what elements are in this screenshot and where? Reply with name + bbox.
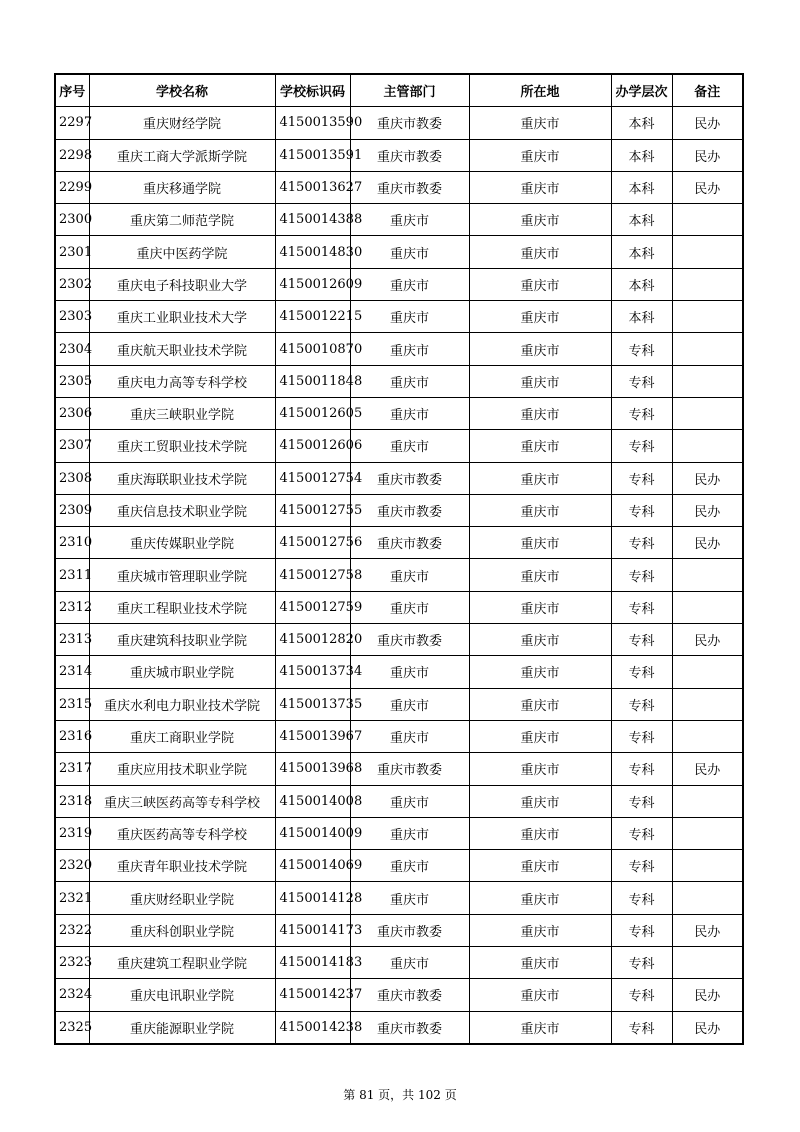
location-cell: 重庆市: [469, 850, 611, 882]
school-name-cell: 重庆财经职业学院: [89, 882, 275, 914]
location-cell: 重庆市: [469, 236, 611, 268]
school-code-cell: 4150012609: [275, 268, 350, 300]
school-name-cell: 重庆航天职业技术学院: [89, 333, 275, 365]
page-footer: 第 81 页，共 102 页: [343, 1088, 457, 1102]
location-cell: 重庆市: [469, 979, 611, 1011]
school-name-cell: 重庆科创职业学院: [89, 914, 275, 946]
authority-cell: 重庆市教委: [350, 139, 469, 171]
school-code-cell: 4150014238: [275, 1011, 350, 1044]
remarks-cell: [672, 333, 743, 365]
serial-cell: 2324: [55, 979, 89, 1011]
school-code-cell: 4150013627: [275, 171, 350, 203]
school-code-cell: 4150012755: [275, 494, 350, 526]
authority-cell: 重庆市: [350, 688, 469, 720]
location-cell: 重庆市: [469, 656, 611, 688]
serial-cell: 2319: [55, 817, 89, 849]
remarks-cell: [672, 817, 743, 849]
level-cell: 本科: [611, 107, 672, 139]
table-row: [55, 397, 743, 429]
table-row: [55, 753, 743, 785]
school-code-cell: 4150012754: [275, 462, 350, 494]
serial-cell: 2325: [55, 1011, 89, 1044]
location-cell: 重庆市: [469, 171, 611, 203]
school-name-cell: 重庆三峡医药高等专科学校: [89, 785, 275, 817]
location-cell: 重庆市: [469, 430, 611, 462]
location-cell: 重庆市: [469, 301, 611, 333]
location-cell: 重庆市: [469, 333, 611, 365]
level-cell: 专科: [611, 979, 672, 1011]
authority-cell: 重庆市: [350, 301, 469, 333]
school-name-cell: 重庆工程职业技术学院: [89, 591, 275, 623]
level-cell: 专科: [611, 656, 672, 688]
header-serial: 序号: [55, 74, 89, 107]
remarks-cell: [672, 204, 743, 236]
serial-cell: 2297: [55, 107, 89, 139]
level-cell: 专科: [611, 591, 672, 623]
remarks-cell: 民办: [672, 494, 743, 526]
school-code-cell: 4150013967: [275, 720, 350, 752]
serial-cell: 2315: [55, 688, 89, 720]
table-row: [55, 947, 743, 979]
location-cell: 重庆市: [469, 720, 611, 752]
school-list-table: [54, 73, 744, 1045]
table-row: [55, 720, 743, 752]
table-row: [55, 107, 743, 139]
level-cell: 专科: [611, 882, 672, 914]
school-name-cell: 重庆城市管理职业学院: [89, 559, 275, 591]
location-cell: 重庆市: [469, 753, 611, 785]
location-cell: 重庆市: [469, 462, 611, 494]
location-cell: 重庆市: [469, 947, 611, 979]
table-row: [55, 817, 743, 849]
school-code-cell: 4150014237: [275, 979, 350, 1011]
school-name-cell: 重庆中医药学院: [89, 236, 275, 268]
authority-cell: 重庆市: [350, 947, 469, 979]
school-code-cell: 4150012758: [275, 559, 350, 591]
level-cell: 专科: [611, 720, 672, 752]
school-code-cell: 4150012820: [275, 624, 350, 656]
authority-cell: 重庆市教委: [350, 527, 469, 559]
school-code-cell: 4150012759: [275, 591, 350, 623]
serial-cell: 2298: [55, 139, 89, 171]
serial-cell: 2305: [55, 365, 89, 397]
level-cell: 专科: [611, 753, 672, 785]
remarks-cell: [672, 268, 743, 300]
authority-cell: 重庆市: [350, 397, 469, 429]
authority-cell: 重庆市教委: [350, 624, 469, 656]
table-row: [55, 268, 743, 300]
location-cell: 重庆市: [469, 591, 611, 623]
remarks-cell: 民办: [672, 753, 743, 785]
school-name-cell: 重庆海联职业技术学院: [89, 462, 275, 494]
table-row: [55, 494, 743, 526]
table-row: [55, 591, 743, 623]
school-name-cell: 重庆电子科技职业大学: [89, 268, 275, 300]
authority-cell: 重庆市: [350, 785, 469, 817]
table-row: [55, 624, 743, 656]
table-row: [55, 688, 743, 720]
serial-cell: 2303: [55, 301, 89, 333]
serial-cell: 2321: [55, 882, 89, 914]
school-name-cell: 重庆第二师范学院: [89, 204, 275, 236]
school-code-cell: 4150013735: [275, 688, 350, 720]
authority-cell: 重庆市: [350, 720, 469, 752]
school-name-cell: 重庆医药高等专科学校: [89, 817, 275, 849]
level-cell: 本科: [611, 139, 672, 171]
authority-cell: 重庆市: [350, 817, 469, 849]
header-school-name: 学校名称: [89, 74, 275, 107]
remarks-cell: [672, 430, 743, 462]
location-cell: 重庆市: [469, 139, 611, 171]
table-row: [55, 430, 743, 462]
table-row: [55, 527, 743, 559]
table-row: [55, 462, 743, 494]
location-cell: 重庆市: [469, 785, 611, 817]
table-row: [55, 914, 743, 946]
school-name-cell: 重庆移通学院: [89, 171, 275, 203]
level-cell: 专科: [611, 494, 672, 526]
serial-cell: 2316: [55, 720, 89, 752]
authority-cell: 重庆市教委: [350, 171, 469, 203]
location-cell: 重庆市: [469, 688, 611, 720]
location-cell: 重庆市: [469, 107, 611, 139]
authority-cell: 重庆市: [350, 656, 469, 688]
school-name-cell: 重庆电讯职业学院: [89, 979, 275, 1011]
level-cell: 本科: [611, 268, 672, 300]
remarks-cell: [672, 365, 743, 397]
table-row: [55, 236, 743, 268]
serial-cell: 2300: [55, 204, 89, 236]
authority-cell: 重庆市教委: [350, 107, 469, 139]
level-cell: 专科: [611, 914, 672, 946]
location-cell: 重庆市: [469, 624, 611, 656]
serial-cell: 2313: [55, 624, 89, 656]
authority-cell: 重庆市教委: [350, 753, 469, 785]
remarks-cell: [672, 882, 743, 914]
serial-cell: 2302: [55, 268, 89, 300]
level-cell: 本科: [611, 171, 672, 203]
location-cell: 重庆市: [469, 365, 611, 397]
school-name-cell: 重庆青年职业技术学院: [89, 850, 275, 882]
remarks-cell: [672, 656, 743, 688]
school-code-cell: 4150014173: [275, 914, 350, 946]
authority-cell: 重庆市: [350, 204, 469, 236]
school-name-cell: 重庆水利电力职业技术学院: [89, 688, 275, 720]
school-code-cell: 4150012756: [275, 527, 350, 559]
authority-cell: 重庆市: [350, 365, 469, 397]
remarks-cell: 民办: [672, 1011, 743, 1044]
authority-cell: 重庆市: [350, 236, 469, 268]
school-code-cell: 4150014388: [275, 204, 350, 236]
header-location: 所在地: [469, 74, 611, 107]
school-name-cell: 重庆工贸职业技术学院: [89, 430, 275, 462]
serial-cell: 2318: [55, 785, 89, 817]
remarks-cell: [672, 236, 743, 268]
remarks-cell: [672, 559, 743, 591]
level-cell: 专科: [611, 688, 672, 720]
serial-cell: 2309: [55, 494, 89, 526]
header-authority: 主管部门: [350, 74, 469, 107]
location-cell: 重庆市: [469, 397, 611, 429]
school-code-cell: 4150012605: [275, 397, 350, 429]
remarks-cell: 民办: [672, 107, 743, 139]
serial-cell: 2322: [55, 914, 89, 946]
table-row: [55, 785, 743, 817]
table-row: [55, 979, 743, 1011]
school-code-cell: 4150013591: [275, 139, 350, 171]
level-cell: 专科: [611, 624, 672, 656]
school-name-cell: 重庆三峡职业学院: [89, 397, 275, 429]
authority-cell: 重庆市教委: [350, 462, 469, 494]
serial-cell: 2314: [55, 656, 89, 688]
serial-cell: 2317: [55, 753, 89, 785]
level-cell: 专科: [611, 397, 672, 429]
remarks-cell: [672, 301, 743, 333]
serial-cell: 2320: [55, 850, 89, 882]
school-name-cell: 重庆工商职业学院: [89, 720, 275, 752]
school-name-cell: 重庆城市职业学院: [89, 656, 275, 688]
authority-cell: 重庆市: [350, 559, 469, 591]
table-row: [55, 656, 743, 688]
school-code-cell: 4150014069: [275, 850, 350, 882]
school-code-cell: 4150012606: [275, 430, 350, 462]
school-name-cell: 重庆工业职业技术大学: [89, 301, 275, 333]
authority-cell: 重庆市教委: [350, 979, 469, 1011]
serial-cell: 2306: [55, 397, 89, 429]
school-code-cell: 4150010870: [275, 333, 350, 365]
table-row: [55, 171, 743, 203]
serial-cell: 2310: [55, 527, 89, 559]
table-row: [55, 301, 743, 333]
level-cell: 专科: [611, 527, 672, 559]
remarks-cell: 民办: [672, 527, 743, 559]
authority-cell: 重庆市教委: [350, 494, 469, 526]
level-cell: 专科: [611, 333, 672, 365]
level-cell: 专科: [611, 947, 672, 979]
location-cell: 重庆市: [469, 494, 611, 526]
serial-cell: 2307: [55, 430, 89, 462]
school-code-cell: 4150014830: [275, 236, 350, 268]
authority-cell: 重庆市: [350, 850, 469, 882]
school-name-cell: 重庆传媒职业学院: [89, 527, 275, 559]
remarks-cell: [672, 688, 743, 720]
table-row: [55, 139, 743, 171]
table-row: [55, 204, 743, 236]
school-code-cell: 4150013590: [275, 107, 350, 139]
serial-cell: 2301: [55, 236, 89, 268]
school-code-cell: 4150011848: [275, 365, 350, 397]
level-cell: 专科: [611, 365, 672, 397]
level-cell: 专科: [611, 817, 672, 849]
table-row: [55, 882, 743, 914]
level-cell: 本科: [611, 236, 672, 268]
remarks-cell: 民办: [672, 171, 743, 203]
school-code-cell: 4150012215: [275, 301, 350, 333]
header-remarks: 备注: [672, 74, 743, 107]
level-cell: 专科: [611, 1011, 672, 1044]
table-row: [55, 333, 743, 365]
remarks-cell: [672, 591, 743, 623]
table-body: [55, 107, 743, 1044]
authority-cell: 重庆市: [350, 268, 469, 300]
level-cell: 本科: [611, 204, 672, 236]
header-school-code: 学校标识码: [275, 74, 350, 107]
remarks-cell: [672, 947, 743, 979]
location-cell: 重庆市: [469, 268, 611, 300]
table-row: [55, 559, 743, 591]
remarks-cell: [672, 850, 743, 882]
serial-cell: 2323: [55, 947, 89, 979]
school-code-cell: 4150013968: [275, 753, 350, 785]
table-row: [55, 850, 743, 882]
location-cell: 重庆市: [469, 559, 611, 591]
remarks-cell: [672, 720, 743, 752]
authority-cell: 重庆市: [350, 591, 469, 623]
location-cell: 重庆市: [469, 204, 611, 236]
authority-cell: 重庆市: [350, 882, 469, 914]
school-name-cell: 重庆建筑工程职业学院: [89, 947, 275, 979]
school-code-cell: 4150014128: [275, 882, 350, 914]
table-header-row: [55, 74, 743, 107]
level-cell: 专科: [611, 785, 672, 817]
table-row: [55, 1011, 743, 1044]
location-cell: 重庆市: [469, 1011, 611, 1044]
level-cell: 专科: [611, 462, 672, 494]
authority-cell: 重庆市教委: [350, 914, 469, 946]
serial-cell: 2311: [55, 559, 89, 591]
school-name-cell: 重庆建筑科技职业学院: [89, 624, 275, 656]
remarks-cell: [672, 785, 743, 817]
header-level: 办学层次: [611, 74, 672, 107]
school-name-cell: 重庆财经学院: [89, 107, 275, 139]
school-code-cell: 4150014008: [275, 785, 350, 817]
authority-cell: 重庆市: [350, 333, 469, 365]
school-code-cell: 4150013734: [275, 656, 350, 688]
serial-cell: 2304: [55, 333, 89, 365]
school-name-cell: 重庆应用技术职业学院: [89, 753, 275, 785]
table-row: [55, 365, 743, 397]
level-cell: 本科: [611, 301, 672, 333]
location-cell: 重庆市: [469, 882, 611, 914]
location-cell: 重庆市: [469, 914, 611, 946]
school-name-cell: 重庆工商大学派斯学院: [89, 139, 275, 171]
level-cell: 专科: [611, 559, 672, 591]
school-name-cell: 重庆电力高等专科学校: [89, 365, 275, 397]
school-name-cell: 重庆信息技术职业学院: [89, 494, 275, 526]
serial-cell: 2312: [55, 591, 89, 623]
authority-cell: 重庆市: [350, 430, 469, 462]
level-cell: 专科: [611, 430, 672, 462]
remarks-cell: 民办: [672, 914, 743, 946]
remarks-cell: 民办: [672, 462, 743, 494]
location-cell: 重庆市: [469, 817, 611, 849]
school-code-cell: 4150014183: [275, 947, 350, 979]
serial-cell: 2299: [55, 171, 89, 203]
remarks-cell: [672, 397, 743, 429]
level-cell: 专科: [611, 850, 672, 882]
remarks-cell: 民办: [672, 624, 743, 656]
authority-cell: 重庆市教委: [350, 1011, 469, 1044]
school-name-cell: 重庆能源职业学院: [89, 1011, 275, 1044]
remarks-cell: 民办: [672, 139, 743, 171]
school-code-cell: 4150014009: [275, 817, 350, 849]
location-cell: 重庆市: [469, 527, 611, 559]
serial-cell: 2308: [55, 462, 89, 494]
remarks-cell: 民办: [672, 979, 743, 1011]
